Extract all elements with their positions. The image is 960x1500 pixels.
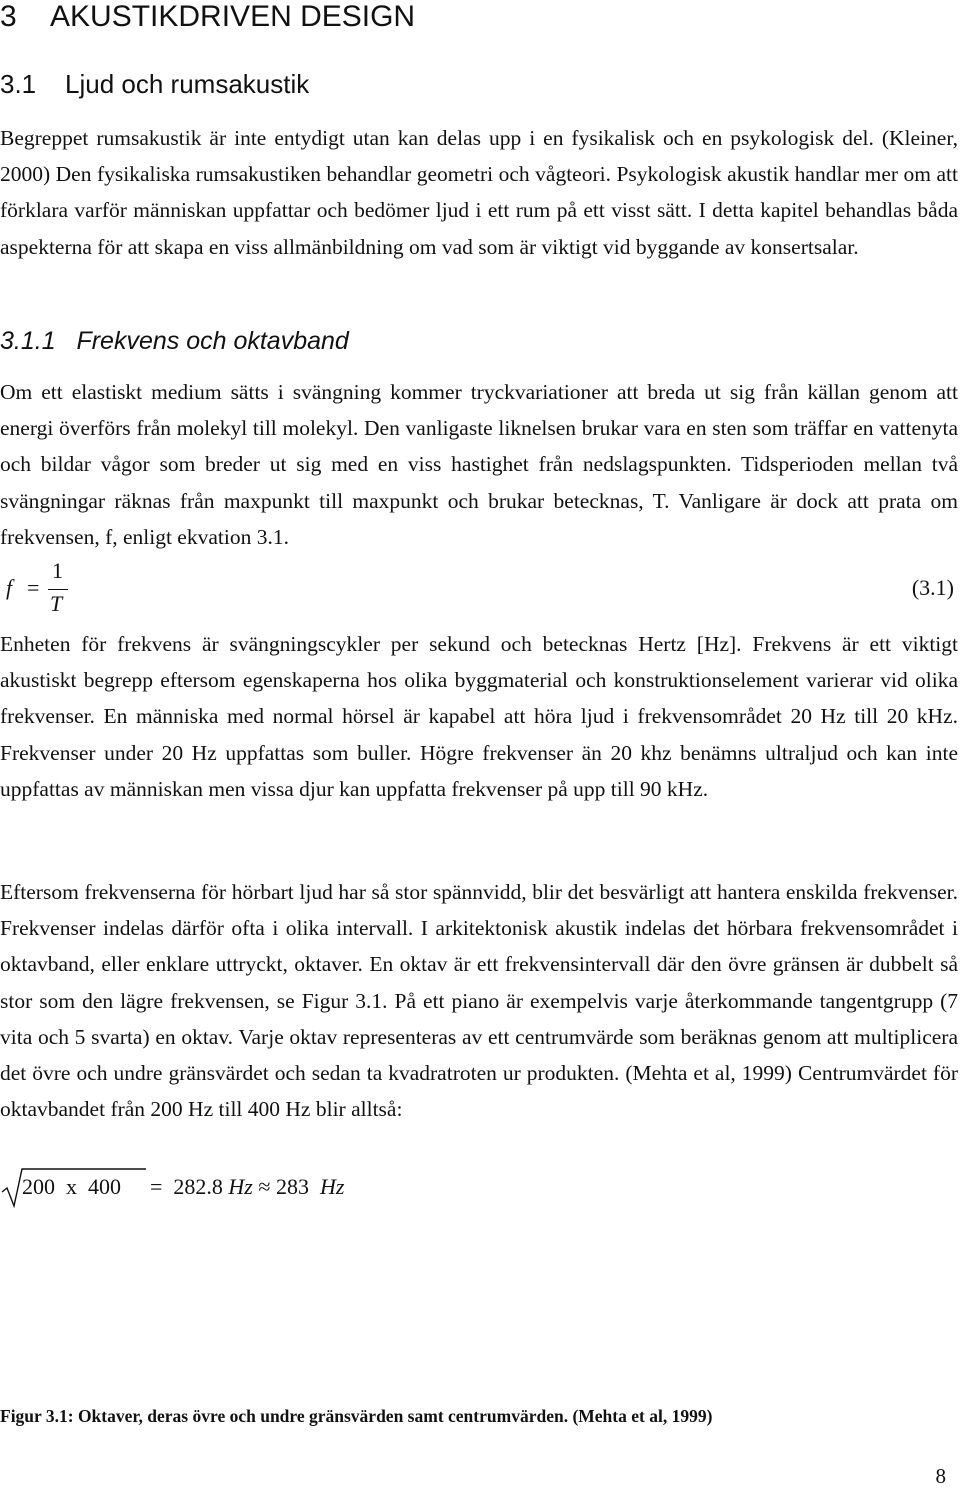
paragraph-hertz: Enheten för frekvens är svängningscykler per sekund och betecknas Hertz [Hz]. Frekvens är ett viktigt akustiskt begrepp eftersom egenskaperna hos olika byggmaterial och konstruktionselement varierar vid olika frekvenser. En människa med normal hörsel är kapabel att höra ljud i frekvensområdet 20 Hz till 20 kHz. Frekvenser under 20 Hz uppfattas som buller. Högre frekvenser än 20 khz benämns ultraljud och kan inte uppfattas av människan men vissa djur kan uppfatta frekvenser på upp till 90 kHz. <box>0 632 958 801</box>
radicand: 200 x 400 <box>22 1174 121 1199</box>
equation-label: (3.1) <box>911 575 954 600</box>
rounded-value: 283 <box>275 1174 309 1199</box>
subsection-heading: 3.1.1 Frekvens och oktavband <box>0 327 349 355</box>
equation-lhs: f <box>6 575 13 600</box>
fraction-numerator: 1 <box>52 558 63 583</box>
paragraph-octave: Eftersom frekvenserna för hörbart ljud har så stor spännvidd, blir det besvärligt att hantera enskilda frekvenser. Frekvenser indelas därför ofta i olika intervall. I arkitektonisk akustik indelas det hörbara frekvensområdet i oktavband, eller enklare uttryckt, oktaver. En oktav är ett frekvensintervall där den övre gränsen är dubbelt så stor som den lägre frekvensen, se Figur 3.1. På ett piano är exempelvis varje återkommande tangentgrupp (7 vita och 5 svarta) en oktav. Varje oktav representeras av ett centrumvärde som beräknas genom att multiplicera det övre och undre gränsvärdet och sedan ta kvadratroten ur produkten. (Mehta et al, 1999) Centrumvärdet för oktavbandet från 200 Hz till 400 Hz blir alltså: <box>0 880 958 1122</box>
equation-center-frequency <box>0 1166 500 1210</box>
equation-equals: = <box>27 575 40 600</box>
paragraph-intro: Begreppet rumsakustik är inte entydigt utan kan delas upp i en fysikalisk och en psykologisk del. (Kleiner, 2000) Den fysikaliska rumsakustiken behandlar geometri och vågteori. Psykologisk akustik handlar mer om att förklara varför människan uppfattar och bedömer ljud i ett rum på ett visst sätt. I detta kapitel behandlas båda aspekterna för att skapa en viss allmänbildning om vad som är viktigt vid byggande av konsertsalar. <box>0 126 958 259</box>
paragraph-frequency: Om ett elastiskt medium sätts i svängning kommer tryckvariationer att breda ut sig från källan genom att energi överförs från molekyl till molekyl. Den vanligaste liknelsen brukar vara en sten som träffar en vattenyta och bildar vågor som breder ut sig med en viss hastighet från nedslagspunkten. Tidsperioden mellan två svängningar räknas från maxpunkt till maxpunkt och brukar betecknas, T. Vanligare är dock att prata om frekvensen, f, enligt ekvation 3.1. <box>0 380 958 549</box>
page-number: 8 <box>935 1464 946 1488</box>
approx-sign: ≈ <box>258 1174 271 1199</box>
result-value: = 282.8 <box>150 1174 223 1199</box>
chapter-heading: 3 AKUSTIKDRIVEN DESIGN <box>0 0 416 33</box>
fraction-denominator: T <box>50 591 63 616</box>
equation-result <box>150 1174 344 1200</box>
section-heading: 3.1 Ljud och rumsakustik <box>0 69 310 99</box>
equation-3-1 <box>0 560 958 620</box>
rounded-unit: Hz <box>319 1174 345 1199</box>
fraction-bar <box>48 589 68 590</box>
figure-caption: Figur 3.1: Oktaver, deras övre och undre gränsvärden samt centrumvärden. (Mehta et al, 1999) <box>0 1406 713 1426</box>
result-unit: Hz <box>228 1174 253 1199</box>
